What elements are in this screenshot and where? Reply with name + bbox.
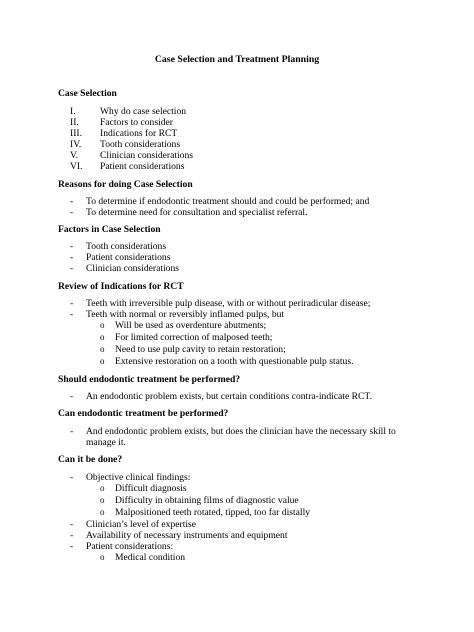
dash-marker: -	[70, 519, 74, 530]
list-item-text: To determine if endodontic treatment should and could be performed; and	[86, 196, 370, 207]
bullet-marker: o	[100, 320, 105, 330]
dash-marker: -	[70, 472, 74, 483]
dash-marker: -	[70, 309, 74, 320]
dash-marker: -	[70, 207, 74, 218]
list-number: V.	[70, 150, 79, 161]
heading-case-selection: Case Selection	[58, 88, 117, 99]
list-item	[70, 106, 186, 117]
bullet-marker: o	[100, 507, 105, 517]
dash-marker: -	[70, 241, 74, 252]
heading-factors: Factors in Case Selection	[58, 224, 161, 235]
list-item-text: Tooth considerations	[86, 241, 167, 252]
dash-marker: -	[70, 541, 74, 552]
bullet-marker: o	[100, 332, 105, 342]
list-item	[70, 161, 184, 172]
heading-review: Review of Indications for RCT	[58, 281, 184, 292]
bullet-marker: o	[100, 356, 105, 366]
list-item-text: Indications for RCT	[100, 128, 178, 139]
page-title: Case Selection and Treatment Planning	[154, 54, 320, 65]
list-item-text: Factors to consider	[100, 117, 174, 128]
list-item	[70, 128, 177, 139]
dash-marker: -	[70, 196, 74, 207]
list-item-text: Tooth considerations	[100, 139, 181, 150]
list-item-text: And endodontic problem exists, but does the clinician have the necessary skill to manage it.	[86, 426, 396, 449]
sub-list-item-text: Need to use pulp cavity to retain restoration;	[115, 344, 286, 355]
bullet-marker: o	[100, 483, 105, 493]
sub-list-item-text: Difficult diagnosis	[115, 483, 187, 494]
sub-list-item-text: For limited correction of malposed teeth;	[115, 332, 273, 343]
dash-marker: -	[70, 263, 74, 274]
dash-marker: -	[70, 252, 74, 263]
list-item-text: Clinician considerations	[100, 150, 193, 161]
list-item-text: Patient considerations:	[86, 541, 174, 552]
list-number: III.	[70, 128, 82, 139]
dash-marker: -	[70, 530, 74, 541]
list-number: II.	[70, 117, 79, 128]
list-item-text: Why do case selection	[100, 106, 187, 117]
list-item-text: Patient considerations	[100, 161, 185, 172]
list-item-text: To determine need for consultation and specialist referral.	[86, 207, 308, 218]
heading-done: Can it be done?	[58, 454, 123, 465]
list-number: VI.	[70, 161, 83, 172]
list-number: IV.	[70, 139, 82, 150]
bullet-marker: o	[100, 552, 105, 562]
list-item-text: Teeth with normal or reversibly inflamed pulps, but	[86, 309, 285, 320]
heading-can: Can endodontic treatment be performed?	[58, 408, 229, 419]
list-item-text: Availability of necessary instruments and equipment	[86, 530, 288, 541]
list-item-text: An endodontic problem exists, but certain conditions contra-indicate RCT.	[86, 391, 372, 402]
sub-list-item-text: Difficulty in obtaining films of diagnostic value	[115, 495, 299, 506]
bullet-marker: o	[100, 495, 105, 505]
dash-marker: -	[70, 391, 74, 402]
heading-should: Should endodontic treatment be performed?	[58, 374, 241, 385]
sub-list-item-text: Malpositioned teeth rotated, tipped, too far distally	[115, 507, 311, 518]
heading-reasons: Reasons for doing Case Selection	[58, 179, 193, 190]
list-item-text: Objective clinical findings:	[86, 472, 191, 483]
sub-list-item-text: Extensive restoration on a tooth with questionable pulp status.	[115, 356, 354, 367]
sub-list-item-text: Will be used as overdenture abutments;	[115, 320, 267, 331]
list-item	[70, 117, 173, 128]
list-item	[70, 139, 180, 150]
list-item-text: Clinician’s level of expertise	[86, 519, 197, 530]
list-item-text: Clinician considerations	[86, 263, 179, 274]
dash-marker: -	[70, 426, 74, 437]
dash-marker: -	[70, 298, 74, 309]
list-item	[70, 150, 193, 161]
list-item-text: Teeth with irreversible pulp disease, with or without periradicular disease;	[86, 298, 371, 309]
sub-list-item-text: Medical condition	[115, 552, 186, 563]
list-item-text: Patient considerations	[86, 252, 171, 263]
list-number: I.	[70, 106, 76, 117]
bullet-marker: o	[100, 344, 105, 354]
